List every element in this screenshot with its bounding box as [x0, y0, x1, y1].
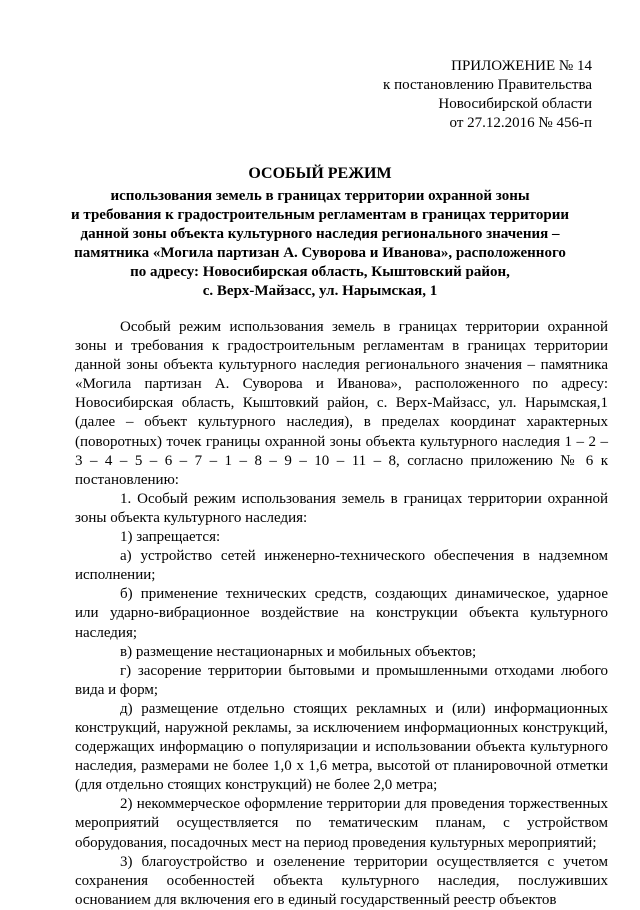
body-paragraph-intro: Особый режим использования земель в границах территории охранной зоны и требования к градостроительным регламентам в границах территории данной зоны объекта культурного наследия регионального значения – памятника «Могила партизан А. Суворова и Иванова», расположенного по адресу: Новосибирская область, Кыштовкий район, с. Верх-Майзасс, ул. Нарымская,1 (далее – объект культурного наследия), в пределах координат характерных (поворотных) точек границы охранной зоны объекта культурного наследия 1 – 2 – 3 – 4 – 5 – 6 – 7 – 1 – 8 – 9 – 10 – 11 – 8, согласно приложению № 6 к постановлению: [75, 319, 608, 488]
title-line: данной зоны объекта культурного наследия регионального значения – [80, 226, 560, 242]
title-line: памятника «Могила партизан А. Суворова и Иванова», расположенного [74, 245, 566, 261]
appendix-region: Новосибирской области [438, 96, 592, 112]
title-line: использования земель в границах территории охранной зоны [110, 188, 530, 204]
title-line: по адресу: Новосибирская область, Кыштовский район, [130, 264, 510, 280]
body-paragraph-item-a: а) устройство сетей инженерно-технического обеспечения в надземном исполнении; [75, 548, 608, 584]
body-paragraph-item-d: д) размещение отдельно стоящих рекламных и (или) информационных конструкций, наружной рекламы, за исключением информационных конструкций, содержащих информацию о популяризации и использовании объекта культурного наследия, размерами не более 1,0 х 1,6 метра, высотой от планировочной отметки (для отдельно стоящих конструкций) не более 2,0 метра; [75, 700, 608, 794]
body-paragraph-section-1: 1. Особый режим использования земель в границах территории охранной зоны объекта культурного наследия: [75, 490, 608, 526]
appendix-block [332, 57, 592, 133]
document-body [75, 318, 608, 910]
appendix-date: от 27.12.2016 № 456-п [449, 115, 592, 131]
body-paragraph-item-b: б) применение технических средств, создающих динамическое, ударное или ударно-вибрационное воздействие на конструкции объекта культурного наследия; [75, 586, 608, 641]
body-paragraph-point-2: 2) некоммерческое оформление территории для проведения торжественных мероприятий осуществляется по тематическим планам, с устройством оборудования, посадочных мест на период проведения культурных мероприятий; [75, 796, 608, 851]
body-paragraph-item-v: в) размещение нестационарных и мобильных объектов; [120, 643, 477, 660]
title-line: с. Верх-Майзасс, ул. Нарымская, 1 [202, 283, 438, 299]
body-paragraph-prohibited: 1) запрещается: [120, 529, 221, 546]
title-main: ОСОБЫЙ РЕЖИМ [248, 165, 392, 182]
appendix-number: ПРИЛОЖЕНИЕ № 14 [451, 58, 592, 74]
body-paragraph-item-g: г) засорение территории бытовыми и промышленными отходами любого вида и форм; [75, 662, 608, 698]
document-title [60, 164, 580, 301]
appendix-resolution: к постановлению Правительства [383, 77, 592, 93]
title-line: и требования к градостроительным регламентам в границах территории [71, 207, 569, 223]
body-paragraph-point-3: 3) благоустройство и озеленение территории осуществляется с учетом сохранения особенностей объекта культурного наследия, послуживших основанием для включения его в единый государственный реестр объектов [75, 853, 608, 908]
